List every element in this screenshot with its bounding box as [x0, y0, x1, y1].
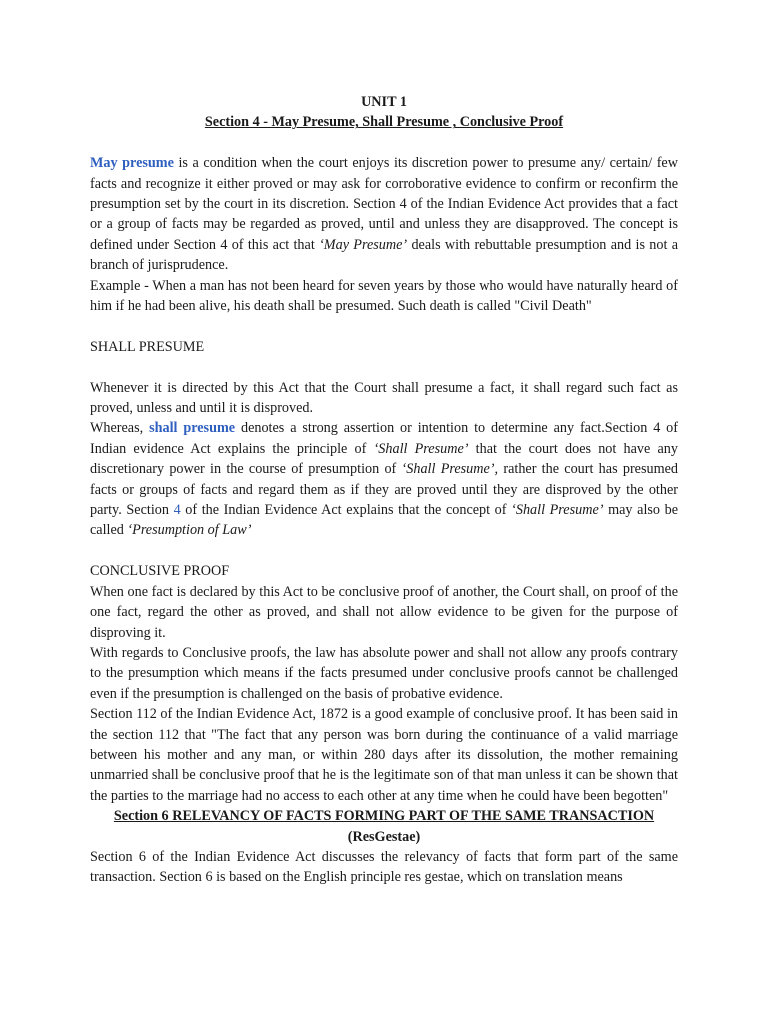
text-run: that the court does not have any discretionary power in the course of presumption of	[90, 440, 678, 478]
unit-title: UNIT 1	[361, 94, 407, 110]
section6-para1: Section 6 of the Indian Evidence Act discusses the relevancy of facts that form part of the same transaction. Section 6 is based on the English principle res gestae, which on translation means	[90, 848, 678, 886]
italic-quote: ‘Shall Presume’,	[401, 461, 499, 478]
spacer	[90, 316, 678, 336]
may-presume-quote: ‘May Presume’	[319, 236, 408, 253]
may-presume-example: Example - When a man has not been heard for seven years by those who would have naturally heard of him if he had been alive, his death shall be presumed. Such death is called "Civil Death"	[90, 277, 678, 315]
text-run: may also be called	[90, 502, 679, 539]
section4-title: Section 4 - May Presume, Shall Presume , Conclusive Proof	[204, 114, 564, 131]
italic-quote: ‘Shall Presume’	[373, 440, 469, 457]
conclusive-proof-para3: Section 112 of the Indian Evidence Act, 1872 is a good example of conclusive proof. It has been said in the section 112 that "The fact that any person was born during the continuance of a valid marriage between his mother and any man, or within 280 days after its dissolution, the mother remaining unmarried shall be conclusive proof that he is the legitimate son of that man unless it can be shown that the parties to the marriage had no access to each other at any time when he could have been begotten"	[90, 706, 678, 804]
text-run: rather the court has presumed facts or groups of facts and regard them as if they are proved until they are disproved by the other party. Section	[90, 461, 679, 519]
conclusive-proof-para1: When one fact is declared by this Act to be conclusive proof of another, the Court shall, on proof of the one fact, regard the other as proved, and shall not allow evidence to be given for the purpose of disproving it.	[90, 583, 678, 641]
spacer	[90, 541, 678, 561]
italic-quote: ‘Presumption of Law’	[127, 522, 252, 539]
section6-title-line2: (ResGestae)	[347, 828, 421, 845]
may-presume-paragraph	[90, 153, 678, 275]
may-presume-text2: deals with rebuttable presumption and is not a branch of jurisprudence.	[90, 236, 678, 274]
text-run: denotes a strong assertion or intention to determine any fact.Section 4 of Indian evidence Act explains the principle of	[90, 420, 678, 457]
shall-presume-para2	[90, 418, 678, 540]
conclusive-proof-para2: With regards to Conclusive proofs, the law has absolute power and shall not allow any proofs contrary to the presumption which means if the facts presumed under conclusive proofs cannot be challenged even if the presumption is challenged on the basis of probative evidence.	[90, 644, 678, 702]
shall-presume-term: shall presume	[149, 420, 236, 437]
conclusive-proof-heading: CONCLUSIVE PROOF	[90, 563, 230, 580]
spacer	[90, 133, 678, 153]
shall-presume-para1: Whenever it is directed by this Act that the Court shall presume a fact, it shall regard such fact as proved, unless and until it is disproved.	[90, 379, 678, 417]
spacer	[90, 357, 678, 377]
document-page	[90, 92, 678, 888]
text-run: of the Indian Evidence Act explains that the concept of	[180, 502, 512, 519]
section-4-link[interactable]: 4	[173, 502, 181, 519]
shall-presume-heading: SHALL PRESUME	[90, 338, 205, 355]
italic-quote: ‘Shall Presume’	[511, 502, 604, 519]
may-presume-text1: is a condition when the court enjoys its discretion power to presume any/ certain/ few facts and recognize it either proved or may ask for corroborative evidence to confirm or reconfirm the presumption set by the court in its discretion. Section 4 of the Indian Evidence Act provides that a fact or a group of facts may be regarded as proved, until and unless they are disapproved. The concept is defined under Section 4 of this act that	[90, 155, 678, 253]
section6-title-line1: Section 6 RELEVANCY OF FACTS FORMING PART OF THE SAME TRANSACTION	[113, 808, 655, 825]
text-run: Whereas,	[90, 420, 150, 437]
may-presume-term: May presume	[90, 155, 174, 172]
